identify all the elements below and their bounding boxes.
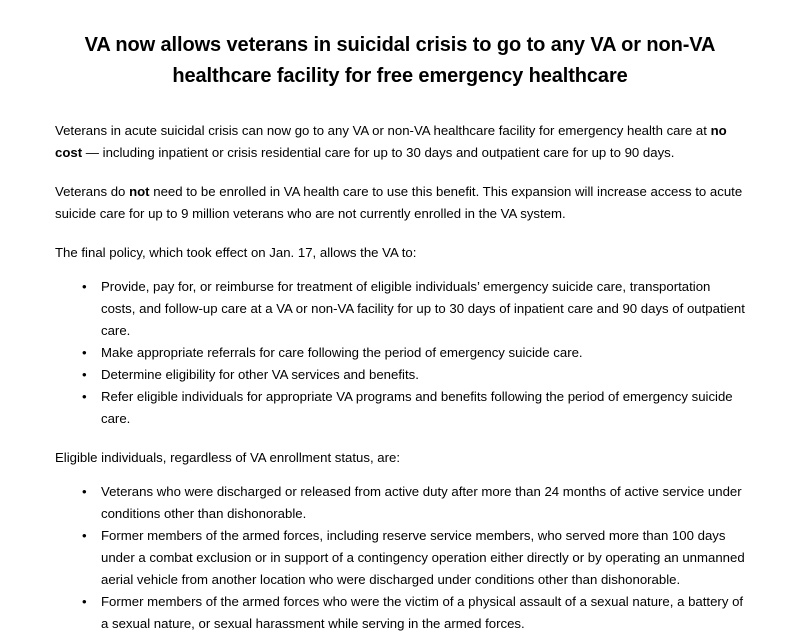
enrollment-text-after: need to be enrolled in VA health care to use this benefit. This expansion will increase access to acute suicide care for up to 9 million veterans who are not currently enrolled in the VA system.: [55, 184, 743, 221]
intro-cost-text-before: Veterans in acute suicidal crisis can now go to any VA or non-VA healthcare facility for emergency health care at: [55, 123, 711, 138]
list-item-label: Provide, pay for, or reimburse for treatment of eligible individuals’ emergency suicide care, transportation costs, and follow-up care at a VA or non-VA facility for up to 30 days of inpatient care and 90 days of outpatient care.: [101, 279, 745, 338]
list-item: [55, 364, 745, 386]
bullet-icon: •: [82, 484, 87, 499]
list-item: [55, 481, 745, 525]
list-item: [55, 276, 745, 342]
bullet-icon: •: [82, 594, 87, 609]
enrollment-emphasis: not: [129, 184, 150, 199]
list-item-label: Former members of the armed forces who were the victim of a physical assault of a sexual nature, a battery of a sexual nature, or sexual harassment while serving in the armed forces.: [101, 594, 744, 631]
paragraph-eligibility-lead-in: Eligible individuals, regardless of VA enrollment status, are:: [55, 450, 401, 465]
paragraph-policy-lead-in: The final policy, which took effect on Jan. 17, allows the VA to:: [55, 245, 417, 260]
list-item-label: Refer eligible individuals for appropriate VA programs and benefits following the period of emergency suicide care.: [101, 389, 733, 426]
bullet-icon: •: [82, 389, 87, 404]
list-item: [55, 591, 745, 635]
list-item-label: Former members of the armed forces, including reserve service members, who served more than 100 days under a combat exclusion or in support of a contingency operation either directly or by operating an unmanned aerial vehicle from another location who were discharged under conditions other than dishonorable.: [101, 528, 745, 587]
list-item-label: Determine eligibility for other VA services and benefits.: [101, 367, 419, 382]
page-title: VA now allows veterans in suicidal crisis to go to any VA or non-VA healthcare facility for free emergency healthcare: [84, 34, 716, 87]
list-item-label: Veterans who were discharged or released from active duty after more than 24 months of active service under conditions other than dishonorable.: [101, 484, 742, 521]
bullet-icon: •: [82, 528, 87, 543]
bullet-icon: •: [82, 367, 87, 382]
enrollment-text-before: Veterans do: [55, 184, 130, 199]
paragraph-enrollment: [55, 181, 745, 225]
list-item-label: Make appropriate referrals for care following the period of emergency suicide care.: [101, 345, 583, 360]
paragraph-intro-cost: [55, 120, 745, 164]
policy-bullet-list: [55, 276, 745, 430]
bullet-icon: •: [82, 279, 87, 294]
list-item: [55, 525, 745, 591]
document-body: [0, 92, 800, 635]
bullet-icon: •: [82, 345, 87, 360]
list-item: [55, 342, 745, 364]
intro-cost-text-after: — including inpatient or crisis residential care for up to 30 days and outpatient care for up to 90 days.: [82, 145, 675, 160]
list-item: [55, 386, 745, 430]
eligibility-bullet-list: [55, 481, 745, 635]
intro-cost-emphasis: no cost: [55, 123, 727, 160]
